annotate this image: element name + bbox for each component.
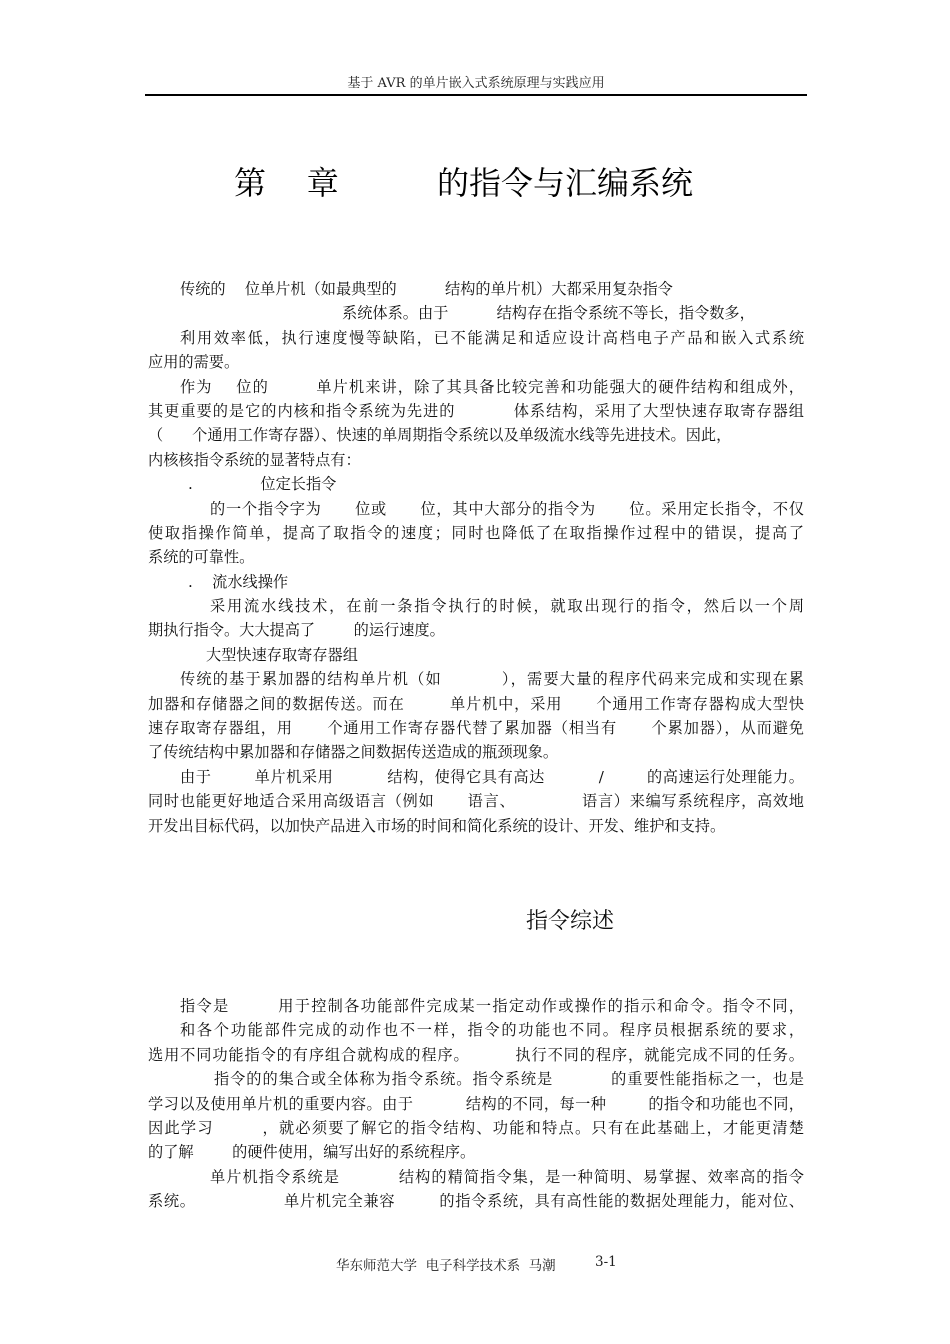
text-line: 传统的 位单片机（如最典型的 结构的单片机）大都采用复杂指令 xyxy=(180,280,673,298)
text-line: 其更重要的是它的内核和指令系统为先进的 体系结构，采用了大型快速存取寄存器组 xyxy=(148,401,804,420)
text-line: 选用不同功能指令的有序组合就构成的程序。 执行不同的程序，就能完成不同的任务。 xyxy=(148,1045,804,1064)
text-line: 使取指操作简单，提高了取指令的速度；同时也降低了在取指操作过程中的错误，提高了 xyxy=(148,523,804,542)
text-line: 指令是 用于控制各功能部件完成某一指定动作或操作的指示和命令。指令不同， xyxy=(180,997,804,1015)
text-line: 利用效率低，执行速度慢等缺陷，已不能满足和适应设计高档电子产品和嵌入式系统 xyxy=(180,328,804,347)
chapter-title-number: 第 章 xyxy=(234,164,339,202)
text-line: 加器和存储器之间的数据传送。而在 单片机中，采用 个通用工作寄存器构成大型快 xyxy=(148,694,804,713)
text-line: 学习以及使用单片机的重要内容。由于 结构的不同，每一种 的指令和功能也不同， xyxy=(148,1094,804,1113)
chapter-title-text: 的指令与汇编系统 xyxy=(437,164,694,202)
section-text xyxy=(148,994,804,1214)
text-line: 的一个指令字为 位或 位，其中大部分的指令为 位。采用定长指令，不仅 xyxy=(210,499,804,518)
text-line: 指令的的集合或全体称为指令系统。指令系统是 的重要性能指标之一，也是 xyxy=(214,1070,804,1089)
text-line: 作为 位的 单片机来讲，除了其具备比较完善和功能强大的硬件结构和组成外， xyxy=(180,377,804,396)
text-line: 和各个功能部件完成的动作也不一样，指令的功能也不同。程序员根据系统的要求， xyxy=(180,1021,804,1040)
text-line: 速存取寄存器组，用 个通用工作寄存器代替了累加器（相当有 个累加器），从而避免 xyxy=(148,719,804,738)
text-line: 了传统结构中累加器和存储器之间数据传送造成的瓶颈现象。 xyxy=(148,743,559,762)
header-rule xyxy=(145,94,807,96)
footer-affiliation: 华东师范大学 电子科学技术系 马潮 xyxy=(336,1258,556,1274)
text-line: 内核核指令系统的显著特点有： xyxy=(148,450,361,469)
text-line: 采用流水线技术，在前一条指令执行的时候，就取出现行的指令，然后以一个周 xyxy=(210,597,804,616)
text-line: 传统的基于累加器的结构单片机（如 ），需要大量的程序代码来完成和实现在累 xyxy=(180,670,804,689)
text-line: 系统的可靠性。 xyxy=(148,548,255,567)
text-line: （ 个通用工作寄存器）、快速的单周期指令系统以及单级流水线等先进技术。因此， xyxy=(148,426,732,445)
text-line: 因此学习 ，就必须要了解它的指令结构、功能和特点。只有在此基础上，才能更清楚 xyxy=(148,1118,804,1137)
text-line: 单片机指令系统是 结构的精简指令集，是一种简明、易掌握、效率高的指令 xyxy=(210,1167,804,1186)
text-line: . 流水线操作 xyxy=(188,572,289,591)
text-line: 的了解 的硬件使用，编写出好的系统程序。 xyxy=(148,1143,476,1162)
text-line: 同时也能更好地适合采用高级语言（例如 语言、 语言）来编写系统程序，高效地 xyxy=(148,792,804,811)
page-number: 3-1 xyxy=(595,1254,617,1270)
intro-text xyxy=(148,277,804,838)
text-line: 由于 单片机采用 结构，使得它具有高达 / 的高速运行处理能力。 xyxy=(180,767,804,786)
running-header: 基于 AVR 的单片嵌入式系统原理与实践应用 xyxy=(347,76,605,91)
text-line: 大型快速存取寄存器组 xyxy=(206,645,358,664)
text-line: . 位定长指令 xyxy=(188,475,337,494)
text-line: 系统体系。由于 结构存在指令系统不等长，指令数多， xyxy=(342,304,755,323)
section-title: 指令综述 xyxy=(526,909,615,934)
text-line: 应用的需要。 xyxy=(148,353,240,372)
text-line: 系统。 单片机完全兼容 的指令系统，具有高性能的数据处理能力，能对位、 xyxy=(148,1192,804,1211)
text-line: 期执行指令。大大提高了 的运行速度。 xyxy=(148,621,445,640)
text-line: 开发出目标代码，以加快产品进入市场的时间和简化系统的设计、开发、维护和支持。 xyxy=(148,816,726,835)
